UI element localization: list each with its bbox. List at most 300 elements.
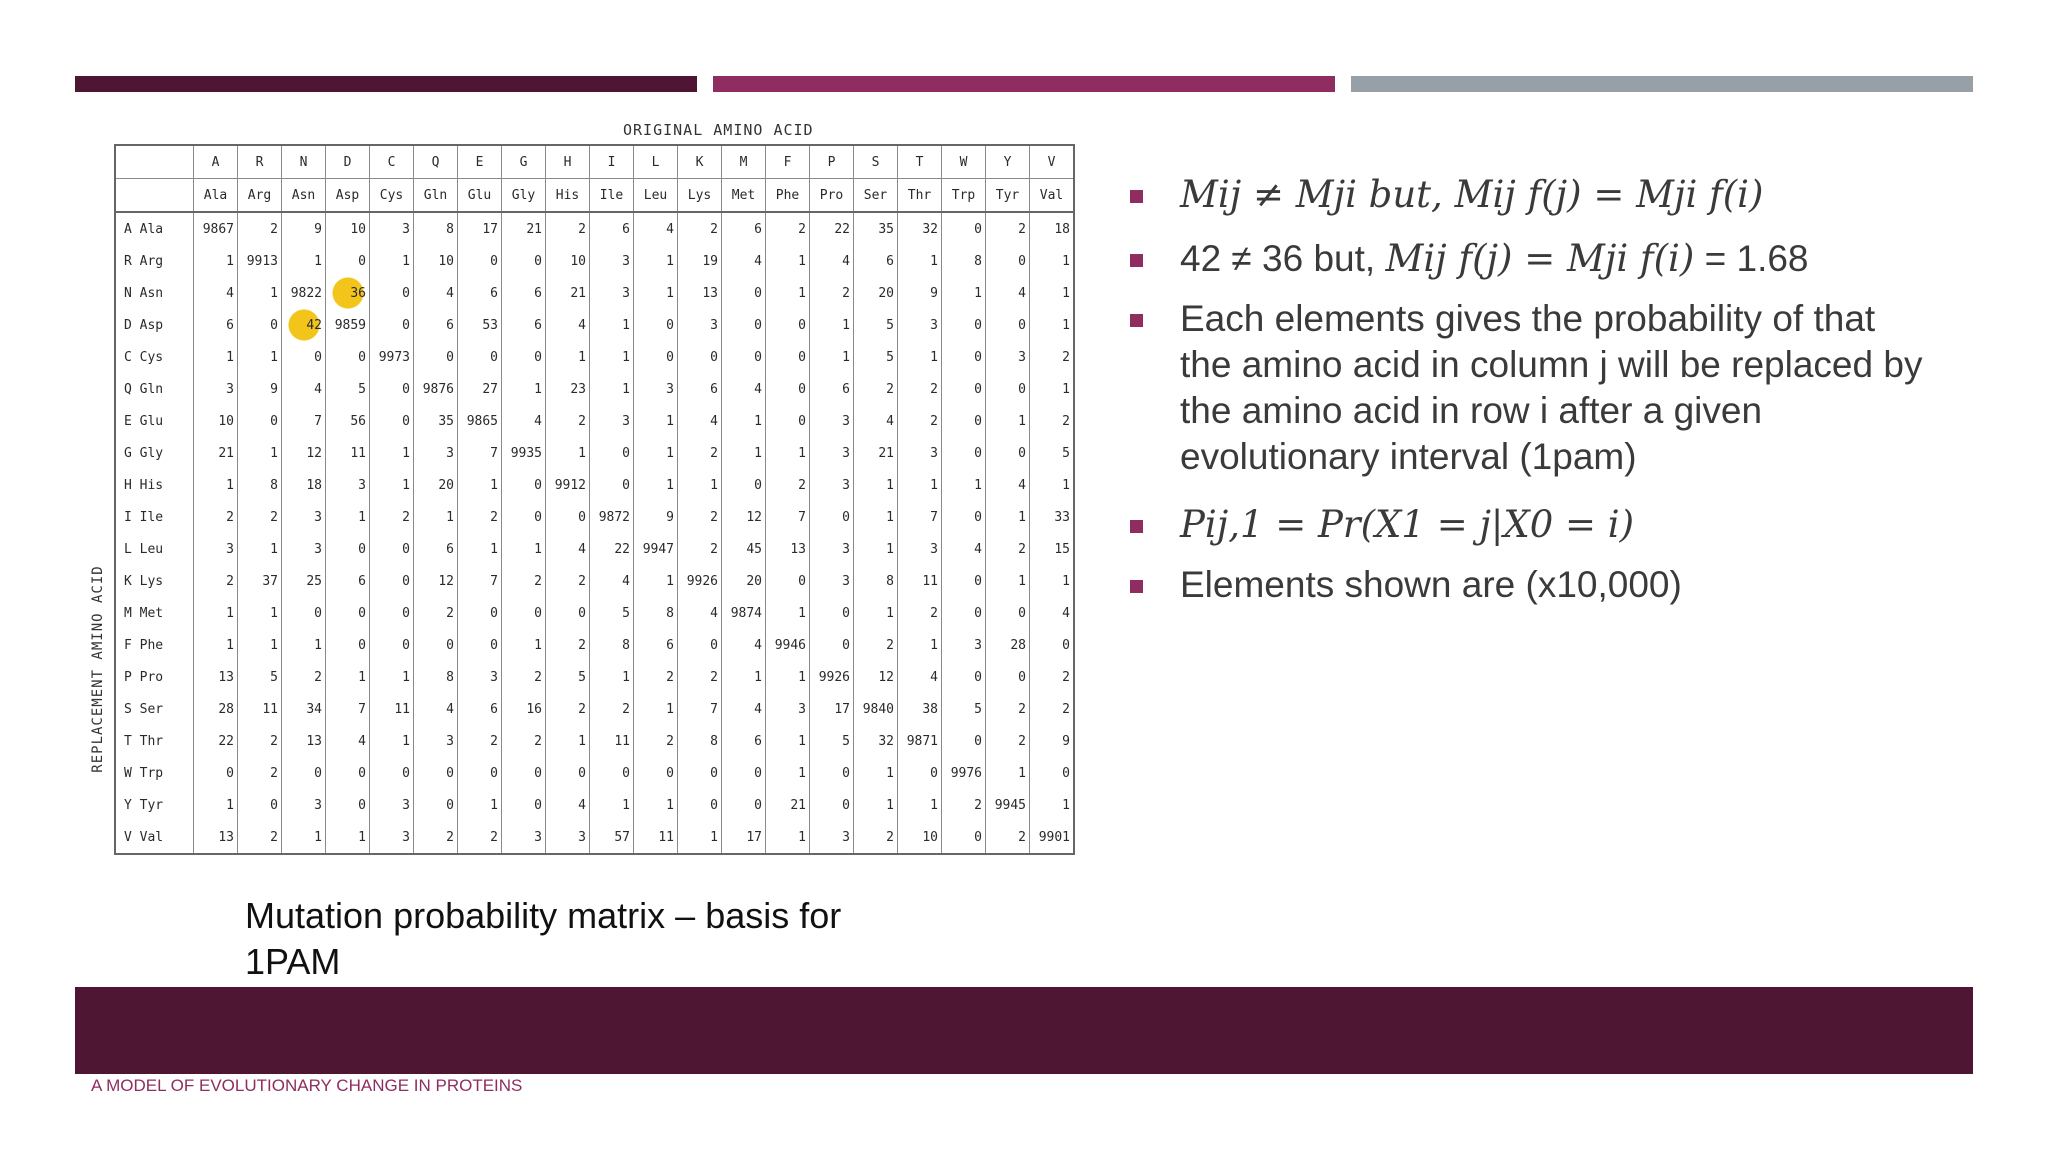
matrix-cell: 0 (502, 469, 546, 501)
matrix-cell: 2 (854, 373, 898, 405)
matrix-cell: 1 (590, 789, 634, 821)
matrix-cell: 2 (942, 789, 986, 821)
matrix-cell: 2 (546, 693, 590, 725)
row-label: G Gly (124, 445, 164, 461)
matrix-cell: 3 (942, 629, 986, 661)
matrix-cell: 0 (942, 597, 986, 629)
matrix-cell: 1 (238, 437, 282, 469)
matrix-cell: 9871 (898, 725, 942, 757)
col-letter: G (502, 145, 546, 179)
example-result: = 1.68 (1694, 238, 1809, 279)
matrix-cell: 3 (590, 405, 634, 437)
table-row (115, 597, 1074, 629)
matrix-cell: 1 (326, 501, 370, 533)
top-accent-bar-3 (1351, 76, 1973, 92)
col-letter: E (458, 145, 502, 179)
matrix-cell: 0 (942, 341, 986, 373)
matrix-cell: 0 (370, 277, 414, 309)
matrix-cell: 9945 (986, 789, 1030, 821)
matrix-cell: 2 (678, 661, 722, 693)
matrix-cell: 12 (414, 565, 458, 597)
matrix-cell: 0 (370, 597, 414, 629)
matrix-cell: 13 (194, 661, 238, 693)
matrix-cell: 28 (194, 693, 238, 725)
matrix-cell: 0 (370, 565, 414, 597)
row-label: L Leu (124, 541, 164, 557)
matrix-cell: 3 (634, 373, 678, 405)
matrix-cell: 3 (194, 373, 238, 405)
matrix-cell: 2 (282, 661, 326, 693)
col-name: Val (1030, 179, 1075, 213)
matrix-cell: 0 (458, 597, 502, 629)
matrix-cell: 2 (238, 821, 282, 854)
matrix-cell: 1 (854, 469, 898, 501)
table-row (115, 405, 1074, 437)
matrix-cell: 2 (1030, 661, 1075, 693)
matrix-cell: 3 (898, 309, 942, 341)
header-row-names (115, 179, 1074, 213)
matrix-cell: 2 (238, 757, 282, 789)
matrix-cell: 6 (590, 212, 634, 245)
matrix-cell: 0 (986, 597, 1030, 629)
matrix-cell: 0 (590, 757, 634, 789)
matrix-cell: 0 (414, 757, 458, 789)
matrix-cell: 0 (766, 341, 810, 373)
matrix-cell: 6 (458, 693, 502, 725)
bullet-item (1130, 562, 1930, 608)
matrix-cell: 0 (282, 341, 326, 373)
matrix-cell: 9976 (942, 757, 986, 789)
matrix-cell: 1 (854, 757, 898, 789)
matrix-cell: 1 (634, 565, 678, 597)
matrix-cell: 1 (238, 597, 282, 629)
matrix-cell: 11 (634, 821, 678, 854)
matrix-cell: 7 (766, 501, 810, 533)
matrix-cell: 0 (502, 245, 546, 277)
matrix-cell: 1 (1030, 469, 1075, 501)
corner-cell (115, 145, 194, 179)
matrix-cell: 0 (414, 629, 458, 661)
col-name: Trp (942, 179, 986, 213)
matrix-cell: 1 (942, 277, 986, 309)
matrix-cell: 0 (678, 629, 722, 661)
matrix-cell: 4 (282, 373, 326, 405)
bullet-item (1130, 236, 1930, 282)
matrix-cell: 2 (194, 565, 238, 597)
matrix-cell: 2 (502, 661, 546, 693)
matrix-cell: 3 (414, 437, 458, 469)
matrix-cell: 9901 (1030, 821, 1075, 854)
matrix-cell: 1 (810, 341, 854, 373)
table-row (115, 533, 1074, 565)
matrix-cell: 9874 (722, 597, 766, 629)
bullet-square-icon (1130, 190, 1143, 203)
matrix-cell: 0 (722, 309, 766, 341)
matrix-cell: 9865 (458, 405, 502, 437)
matrix-cell: 13 (282, 725, 326, 757)
matrix-cell: 4 (810, 245, 854, 277)
matrix-cell: 4 (722, 693, 766, 725)
matrix-cell: 6 (854, 245, 898, 277)
matrix-cell: 3 (370, 789, 414, 821)
matrix-cell: 1 (678, 821, 722, 854)
matrix-cell: 1 (546, 341, 590, 373)
matrix-cell: 6 (722, 212, 766, 245)
matrix-cell: 11 (590, 725, 634, 757)
row-label: I Ile (124, 509, 164, 525)
matrix-cell: 1 (1030, 309, 1075, 341)
matrix-cell: 1 (766, 437, 810, 469)
matrix-cell: 0 (414, 789, 458, 821)
matrix-cell: 1 (502, 533, 546, 565)
matrix-cell: 0 (722, 789, 766, 821)
matrix-cell: 3 (898, 533, 942, 565)
matrix-cell: 0 (634, 309, 678, 341)
matrix-cell: 1 (370, 661, 414, 693)
matrix-cell: 9912 (546, 469, 590, 501)
matrix-cell: 9822 (282, 277, 326, 309)
matrix-cell: 2 (986, 212, 1030, 245)
col-name: Ala (194, 179, 238, 213)
col-name: Cys (370, 179, 414, 213)
matrix-cell: 3 (678, 309, 722, 341)
row-label: Y Tyr (124, 797, 164, 813)
col-letter: L (634, 145, 678, 179)
matrix-cell: 1 (590, 373, 634, 405)
matrix-cell: 35 (414, 405, 458, 437)
col-letter: R (238, 145, 282, 179)
col-name: Phe (766, 179, 810, 213)
pam-matrix-figure (78, 116, 1098, 906)
matrix-cell: 9 (1030, 725, 1075, 757)
matrix-cell: 1 (194, 341, 238, 373)
matrix-cell: 1 (634, 437, 678, 469)
matrix-cell: 0 (502, 341, 546, 373)
matrix-cell: 0 (942, 309, 986, 341)
table-row (115, 789, 1074, 821)
matrix-cell: 1 (766, 661, 810, 693)
matrix-cell: 18 (1030, 212, 1075, 245)
matrix-cell: 1 (854, 501, 898, 533)
table-row (115, 212, 1074, 245)
matrix-cell: 19 (678, 245, 722, 277)
table-row (115, 501, 1074, 533)
bullet-square-icon (1130, 254, 1143, 267)
matrix-cell: 5 (854, 309, 898, 341)
matrix-cell: 11 (898, 565, 942, 597)
matrix-cell: 0 (238, 309, 282, 341)
matrix-cell: 4 (986, 277, 1030, 309)
matrix-cell: 21 (854, 437, 898, 469)
matrix-cell: 1 (326, 821, 370, 854)
col-letter: F (766, 145, 810, 179)
col-name: Arg (238, 179, 282, 213)
matrix-cell: 1 (458, 533, 502, 565)
matrix-cell: 2 (810, 277, 854, 309)
matrix-cell: 0 (326, 629, 370, 661)
row-label: A Ala (124, 221, 164, 237)
matrix-cell: 7 (458, 565, 502, 597)
matrix-cell: 17 (810, 693, 854, 725)
row-label: D Asp (124, 317, 164, 333)
matrix-cell: 0 (370, 373, 414, 405)
matrix-cell: 5 (854, 341, 898, 373)
matrix-cell: 1 (986, 501, 1030, 533)
matrix-cell: 2 (854, 629, 898, 661)
figure-caption: Mutation probability matrix – basis for 1PAM (245, 895, 842, 982)
matrix-cell: 21 (766, 789, 810, 821)
scale-note: Elements shown are (x10,000) (1180, 564, 1682, 605)
col-name: Asp (326, 179, 370, 213)
matrix-cell: 0 (722, 341, 766, 373)
header-row-letters (115, 145, 1074, 179)
matrix-cell: 1 (194, 629, 238, 661)
matrix-cell: 22 (810, 212, 854, 245)
matrix-cell: 7 (898, 501, 942, 533)
matrix-cell: 0 (370, 629, 414, 661)
matrix-cell: 0 (194, 757, 238, 789)
matrix-cell: 1 (898, 629, 942, 661)
matrix-cell: 0 (722, 469, 766, 501)
element-description: Each elements gives the probability of that the amino acid in column j will be replaced by the amino acid in row i after a given evolutionary interval (1pam) (1180, 298, 1923, 477)
matrix-cell: 38 (898, 693, 942, 725)
matrix-cell: 0 (942, 565, 986, 597)
replacement-amino-acid-title: REPLACEMENT AMINO ACID (90, 565, 106, 773)
matrix-cell: 0 (722, 277, 766, 309)
matrix-cell: 1 (546, 437, 590, 469)
matrix-cell: 21 (502, 212, 546, 245)
matrix-cell: 5 (590, 597, 634, 629)
matrix-cell: 6 (634, 629, 678, 661)
matrix-cell: 0 (810, 629, 854, 661)
matrix-cell: 10 (414, 245, 458, 277)
matrix-cell: 1 (810, 309, 854, 341)
matrix-cell: 5 (238, 661, 282, 693)
matrix-cell: 1 (766, 597, 810, 629)
matrix-cell: 1 (634, 469, 678, 501)
matrix-cell: 3 (810, 405, 854, 437)
matrix-cell: 2 (546, 565, 590, 597)
col-letter: N (282, 145, 326, 179)
col-letter: D (326, 145, 370, 179)
matrix-cell: 2 (898, 597, 942, 629)
table-row (115, 341, 1074, 373)
matrix-cell: 2 (546, 405, 590, 437)
row-label: M Met (124, 605, 164, 621)
col-name: Gly (502, 179, 546, 213)
table-row (115, 757, 1074, 789)
matrix-cell: 25 (282, 565, 326, 597)
col-letter: A (194, 145, 238, 179)
matrix-cell: 1 (502, 373, 546, 405)
matrix-cell: 0 (942, 725, 986, 757)
matrix-cell: 3 (546, 821, 590, 854)
matrix-cell: 34 (282, 693, 326, 725)
matrix-cell: 0 (238, 405, 282, 437)
matrix-cell: 1 (986, 757, 1030, 789)
matrix-cell: 0 (590, 437, 634, 469)
matrix-cell: 2 (634, 661, 678, 693)
col-letter: P (810, 145, 854, 179)
matrix-cell: 57 (590, 821, 634, 854)
matrix-cell: 3 (810, 565, 854, 597)
matrix-cell: 15 (1030, 533, 1075, 565)
matrix-cell: 2 (502, 565, 546, 597)
row-label: Q Gln (124, 381, 164, 397)
matrix-cell: 11 (326, 437, 370, 469)
matrix-cell: 1 (282, 245, 326, 277)
matrix-cell: 0 (370, 405, 414, 437)
bullet-item (1130, 502, 1930, 548)
matrix-cell: 9876 (414, 373, 458, 405)
matrix-cell: 22 (194, 725, 238, 757)
matrix-cell: 9 (282, 212, 326, 245)
matrix-cell: 4 (898, 661, 942, 693)
matrix-cell: 1 (678, 469, 722, 501)
matrix-cell: 4 (546, 789, 590, 821)
matrix-cell: 0 (546, 501, 590, 533)
matrix-cell: 1 (722, 405, 766, 437)
matrix-cell: 0 (326, 789, 370, 821)
top-accent-bar-1 (75, 76, 697, 92)
col-name: Ile (590, 179, 634, 213)
pam-matrix-table (114, 144, 1075, 855)
col-letter: M (722, 145, 766, 179)
matrix-cell: 18 (282, 469, 326, 501)
matrix-cell: 0 (326, 341, 370, 373)
col-name: Glu (458, 179, 502, 213)
matrix-cell: 1 (722, 661, 766, 693)
matrix-cell: 2 (458, 821, 502, 854)
matrix-cell: 9867 (194, 212, 238, 245)
matrix-cell: 0 (458, 629, 502, 661)
matrix-cell: 1 (1030, 245, 1075, 277)
matrix-cell: 1 (1030, 565, 1075, 597)
col-letter: Q (414, 145, 458, 179)
matrix-cell: 7 (326, 693, 370, 725)
matrix-cell: 2 (898, 373, 942, 405)
row-label: R Arg (124, 253, 164, 269)
matrix-cell: 6 (326, 565, 370, 597)
matrix-cell: 2 (986, 533, 1030, 565)
matrix-cell: 2 (1030, 341, 1075, 373)
table-row (115, 565, 1074, 597)
matrix-cell: 1 (326, 661, 370, 693)
matrix-cell: 0 (502, 597, 546, 629)
matrix-cell: 0 (1030, 757, 1075, 789)
matrix-cell: 16 (502, 693, 546, 725)
highlighted-cell: 36 (326, 277, 370, 309)
matrix-cell: 2 (502, 725, 546, 757)
matrix-cell: 53 (458, 309, 502, 341)
matrix-cell: 21 (546, 277, 590, 309)
matrix-cell: 0 (766, 405, 810, 437)
table-row (115, 821, 1074, 854)
matrix-cell: 3 (194, 533, 238, 565)
matrix-cell: 7 (458, 437, 502, 469)
matrix-cell: 6 (502, 309, 546, 341)
table-row (115, 373, 1074, 405)
matrix-cell: 2 (546, 212, 590, 245)
matrix-cell: 45 (722, 533, 766, 565)
matrix-cell: 11 (370, 693, 414, 725)
matrix-cell: 3 (898, 437, 942, 469)
table-row (115, 661, 1074, 693)
matrix-cell: 6 (458, 277, 502, 309)
matrix-cell: 33 (1030, 501, 1075, 533)
matrix-cell: 0 (458, 341, 502, 373)
matrix-cell: 2 (370, 501, 414, 533)
matrix-cell: 8 (678, 725, 722, 757)
col-name: Thr (898, 179, 942, 213)
matrix-cell: 28 (986, 629, 1030, 661)
col-name: Ser (854, 179, 898, 213)
matrix-cell: 0 (326, 757, 370, 789)
matrix-cell: 0 (502, 789, 546, 821)
matrix-cell: 0 (546, 757, 590, 789)
bullet-square-icon (1130, 314, 1143, 327)
matrix-cell: 2 (414, 597, 458, 629)
col-letter: Y (986, 145, 1030, 179)
matrix-cell: 2 (766, 469, 810, 501)
matrix-cell: 1 (370, 469, 414, 501)
row-label: S Ser (124, 701, 164, 717)
table-row (115, 629, 1074, 661)
matrix-cell: 10 (898, 821, 942, 854)
matrix-cell: 1 (590, 309, 634, 341)
matrix-cell: 11 (238, 693, 282, 725)
matrix-cell: 0 (986, 661, 1030, 693)
matrix-cell: 1 (590, 341, 634, 373)
matrix-cell: 3 (810, 533, 854, 565)
matrix-cell: 1 (854, 789, 898, 821)
col-name: Leu (634, 179, 678, 213)
matrix-cell: 20 (722, 565, 766, 597)
matrix-cell: 3 (766, 693, 810, 725)
matrix-cell: 2 (238, 725, 282, 757)
matrix-cell: 5 (810, 725, 854, 757)
matrix-cell: 2 (898, 405, 942, 437)
matrix-cell: 2 (678, 437, 722, 469)
matrix-cell: 2 (458, 725, 502, 757)
matrix-cell: 3 (810, 469, 854, 501)
matrix-cell: 32 (898, 212, 942, 245)
matrix-cell: 0 (898, 757, 942, 789)
table-row (115, 693, 1074, 725)
table-row (115, 245, 1074, 277)
matrix-cell: 9859 (326, 309, 370, 341)
col-name: Tyr (986, 179, 1030, 213)
matrix-cell: 4 (590, 565, 634, 597)
matrix-cell: 1 (766, 821, 810, 854)
matrix-cell: 0 (942, 405, 986, 437)
matrix-cell: 0 (326, 597, 370, 629)
matrix-cell: 1 (898, 469, 942, 501)
matrix-cell: 1 (1030, 277, 1075, 309)
matrix-cell: 0 (326, 533, 370, 565)
footer-title: A MODEL OF EVOLUTIONARY CHANGE IN PROTEINS (91, 1076, 523, 1095)
matrix-cell: 32 (854, 725, 898, 757)
matrix-cell: 1 (1030, 789, 1075, 821)
matrix-cell: 8 (414, 212, 458, 245)
matrix-cell: 0 (986, 245, 1030, 277)
matrix-cell: 3 (502, 821, 546, 854)
matrix-cell: 3 (986, 341, 1030, 373)
matrix-cell: 0 (370, 757, 414, 789)
matrix-cell: 1 (634, 405, 678, 437)
matrix-cell: 1 (634, 245, 678, 277)
matrix-cell: 3 (810, 821, 854, 854)
